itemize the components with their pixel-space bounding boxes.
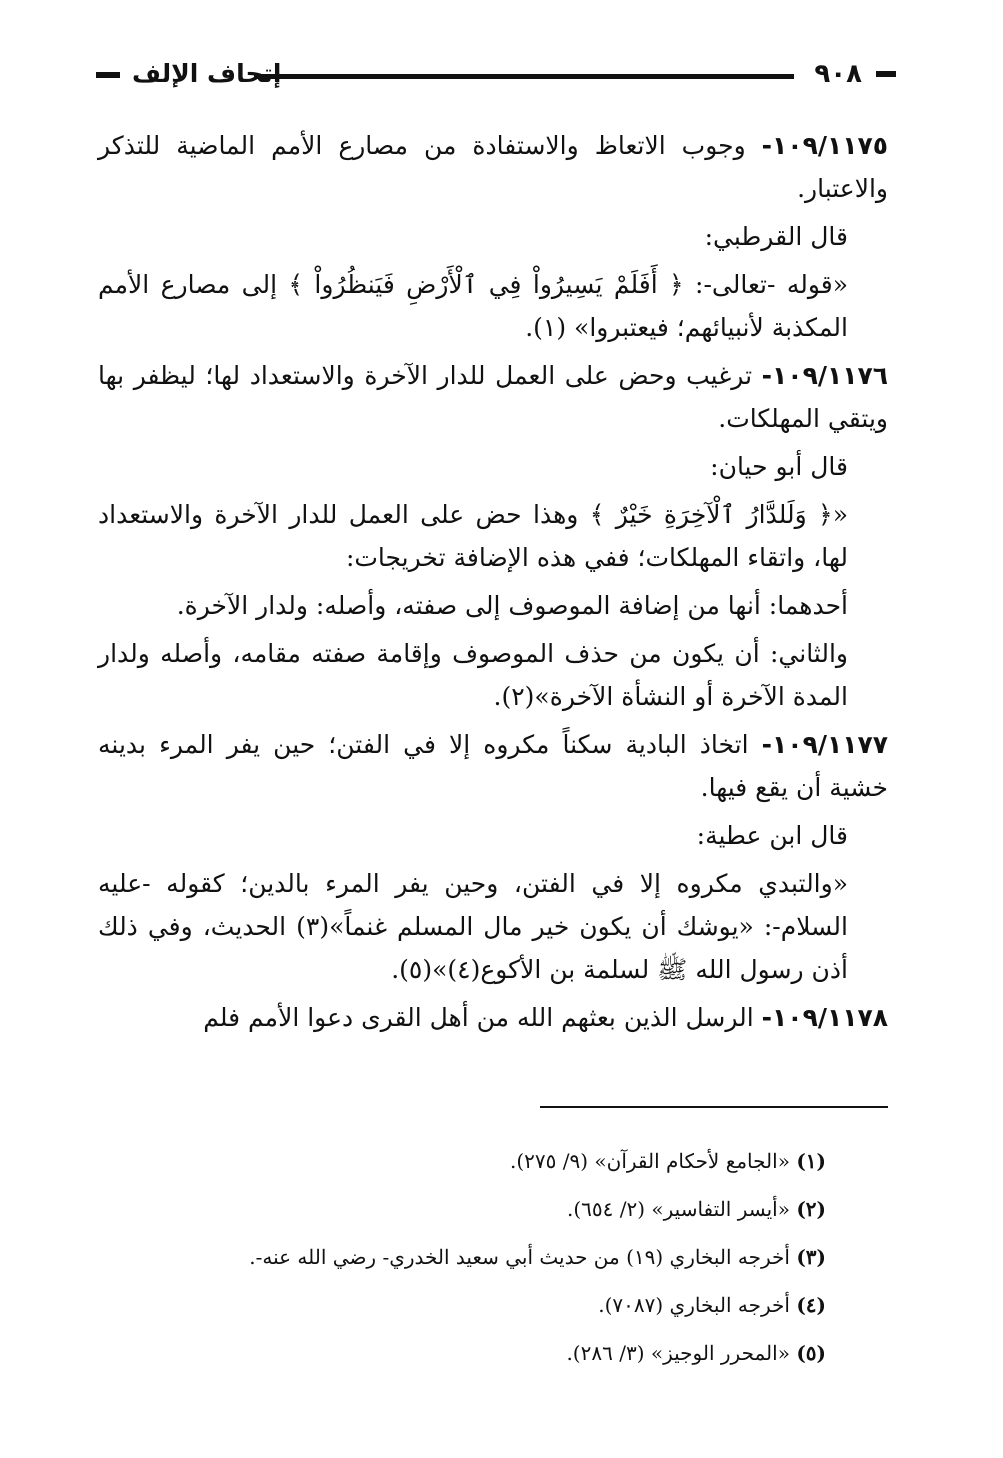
book-title: إتحاف الإلف — [132, 59, 282, 88]
quote-paragraph — [98, 862, 888, 991]
footnote — [96, 1340, 826, 1367]
page-header — [96, 54, 896, 98]
entry-number: ١٠٩/١١٧٧- — [761, 730, 888, 759]
paragraph-text: قال أبو حيان: — [710, 452, 848, 481]
footnote-marker: (٣) — [796, 1245, 826, 1269]
footnote — [96, 1292, 826, 1319]
footnote-text: أخرجه البخاري (٧٠٨٧). — [598, 1293, 797, 1317]
quote-paragraph — [98, 814, 888, 857]
footnotes — [96, 1148, 826, 1388]
footnote-separator — [540, 1106, 888, 1108]
quote-paragraph — [98, 493, 888, 579]
quote-paragraph — [98, 445, 888, 488]
footnote — [96, 1148, 826, 1175]
entry-number: ١٠٩/١١٧٨- — [761, 1003, 888, 1032]
footnote-marker: (٤) — [796, 1293, 826, 1317]
entry-paragraph — [98, 996, 888, 1039]
quote-paragraph — [98, 632, 888, 718]
footnote-text: «الجامع لأحكام القرآن» (٩/ ٢٧٥). — [509, 1149, 797, 1173]
quote-paragraph — [98, 263, 888, 349]
paragraph-text: قال القرطبي: — [704, 222, 848, 251]
quote-paragraph — [98, 584, 888, 627]
header-dash-right — [876, 71, 896, 77]
footnote-text: «أيسر التفاسير» (٢/ ٦٥٤). — [566, 1197, 797, 1221]
footnote — [96, 1244, 826, 1271]
quote-paragraph — [98, 215, 888, 258]
footnote — [96, 1196, 826, 1223]
paragraph-text: والثاني: أن يكون من حذف الموصوف وإقامة صفته مقامه، وأصله ولدار المدة الآخرة أو النشأة الآخرة»(٢). — [98, 639, 848, 711]
page-body — [98, 124, 888, 1044]
paragraph-text: «قوله -تعالى-: ﴿ أَفَلَمْ يَسِيرُواْ فِي ٱلْأَرْضِ فَيَنظُرُواْ ﴾ إلى مصارع الأمم المكذبة لأنبيائهم؛ فيعتبروا» (١). — [98, 270, 848, 342]
paragraph-text: «والتبدي مكروه إلا في الفتن، وحين يفر المرء بالدين؛ كقوله -عليه السلام-: «يوشك أن يكون خير مال المسلم غنماً»(٣) الحديث، وفي ذلك أذن رسول الله ﷺ لسلمة بن الأكوع(٤)»(٥). — [98, 869, 848, 984]
entry-number: ١٠٩/١١٧٦- — [761, 361, 888, 390]
entry-paragraph — [98, 124, 888, 210]
paragraph-text: وجوب الاتعاظ والاستفادة من مصارع الأمم الماضية للتذكر والاعتبار. — [98, 131, 888, 203]
paragraph-text: «﴿ وَلَلدَّارُ ٱلْآخِرَةِ خَيْرٌ ﴾ وهذا حض على العمل للدار الآخرة والاستعداد لها، واتقاء المهلكات؛ ففي هذه الإضافة تخريجات: — [98, 500, 848, 572]
paragraph-text: أحدهما: أنها من إضافة الموصوف إلى صفته، وأصله: ولدار الآخرة. — [176, 591, 848, 620]
paragraph-text: اتخاذ البادية سكناً مكروه إلا في الفتن؛ حين يفر المرء بدينه خشية أن يقع فيها. — [98, 730, 888, 802]
footnote-marker: (٥) — [796, 1341, 826, 1365]
paragraph-text: قال ابن عطية: — [696, 821, 848, 850]
footnote-text: أخرجه البخاري (١٩) من حديث أبي سعيد الخدري- رضي الله عنه-. — [249, 1245, 797, 1269]
header-rule — [254, 74, 794, 79]
entry-number: ١٠٩/١١٧٥- — [761, 131, 888, 160]
footnote-text: «المحرر الوجيز» (٣/ ٢٨٦). — [566, 1341, 797, 1365]
footnote-marker: (١) — [796, 1149, 826, 1173]
page-number: ٩٠٨ — [814, 59, 862, 89]
paragraph-text: الرسل الذين بعثهم الله من أهل القرى دعوا الأمم فلم — [203, 1003, 762, 1032]
paragraph-text: ترغيب وحض على العمل للدار الآخرة والاستعداد لها؛ ليظفر بها ويتقي المهلكات. — [98, 361, 888, 433]
footnote-marker: (٢) — [796, 1197, 826, 1221]
header-dash-left — [96, 72, 120, 78]
entry-paragraph — [98, 723, 888, 809]
entry-paragraph — [98, 354, 888, 440]
